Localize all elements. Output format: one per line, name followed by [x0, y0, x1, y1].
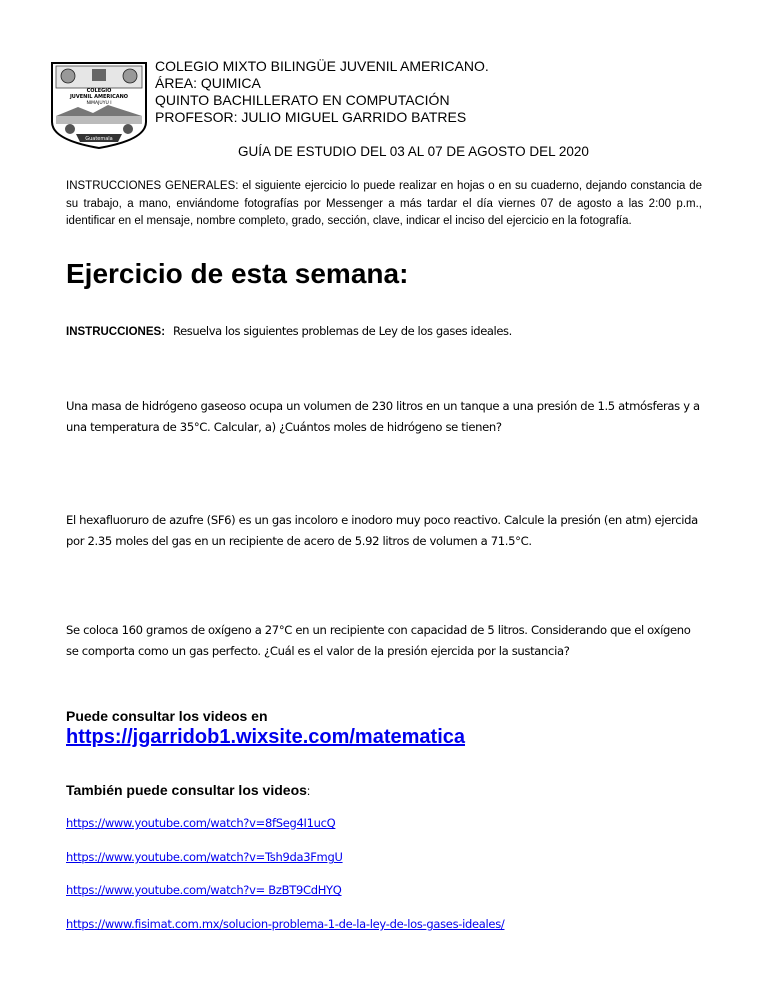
also-consult-label	[66, 782, 310, 798]
also-consult-colon: :	[306, 784, 311, 798]
consult-videos-label: Puede consultar los videos en	[66, 708, 268, 724]
problem-1: Una masa de hidrógeno gaseoso ocupa un volumen de 230 litros en un tanque a una presión de 1.5 atmósferas y a una temperatura de 35°C. Calcular, a) ¿Cuántos moles de hidrógeno se tienen?	[66, 399, 700, 434]
problem-2: El hexafluoruro de azufre (SF6) es un gas incoloro e inodoro muy poco reactivo. Calcule la presión (en atm) ejercida por 2.35 moles del gas en un recipiente de acero de 5.92 litros de volumen a 71.5°C.	[66, 513, 698, 548]
instructions-line	[66, 324, 512, 339]
instructions-text: Resuelva los siguientes problemas de Ley de los gases ideales.	[173, 324, 512, 338]
school-name: COLEGIO MIXTO BILINGÜE JUVENIL AMERICANO.	[155, 58, 489, 74]
logo-line1: COLEGIO	[86, 88, 112, 94]
main-videos-link[interactable]: https://jgarridob1.wixsite.com/matematica	[66, 726, 465, 748]
teacher-name: PROFESOR: JULIO MIGUEL GARRIDO BATRES	[155, 109, 467, 125]
video-link-3[interactable]: https://www.youtube.com/watch?v= BzBT9CdHYQ	[66, 883, 342, 897]
document-header	[155, 58, 489, 126]
grade-level: QUINTO BACHILLERATO EN COMPUTACIÓN	[155, 92, 450, 108]
logo-line3: NIMAJUYU I	[86, 101, 112, 106]
guide-title: GUÍA DE ESTUDIO DEL 03 AL 07 DE AGOSTO DEL 2020	[238, 144, 589, 159]
video-link-1[interactable]: https://www.youtube.com/watch?v=8fSeg4I1ucQ	[66, 816, 336, 830]
video-link-2[interactable]: https://www.youtube.com/watch?v=Tsh9da3FmgU	[66, 850, 343, 864]
instructions-label: INSTRUCCIONES:	[66, 326, 166, 338]
subject-area: ÁREA: QUIMICA	[155, 75, 261, 91]
video-link-4[interactable]: https://www.fisimat.com.mx/solucion-problema-1-de-la-ley-de-los-gases-ideales/	[66, 917, 505, 931]
problem-3: Se coloca 160 gramos de oxígeno a 27°C en un recipiente con capacidad de 5 litros. Considerando que el oxígeno se comporta como un gas perfecto. ¿Cuál es el valor de la presión ejercida por la sustancia?	[66, 623, 691, 658]
also-consult-text: También puede consultar los videos	[66, 782, 307, 798]
logo-banner: Guatemala	[85, 136, 113, 142]
school-crest-logo	[48, 60, 150, 150]
exercise-heading: Ejercicio de esta semana:	[66, 258, 409, 289]
logo-line2: JUVENIL AMERICANO	[69, 94, 129, 100]
general-instructions: INSTRUCCIONES GENERALES: el siguiente ejercicio lo puede realizar en hojas o en su cuaderno, dejando constancia de su trabajo, a mano, enviándome fotografías por Messenger a más tardar el día viernes 07 de agosto a las 2:00 p.m., identificar en el mensaje, nombre completo, grado, sección, clave, indicar el inciso del ejercicio en la fotografía.	[66, 180, 702, 227]
